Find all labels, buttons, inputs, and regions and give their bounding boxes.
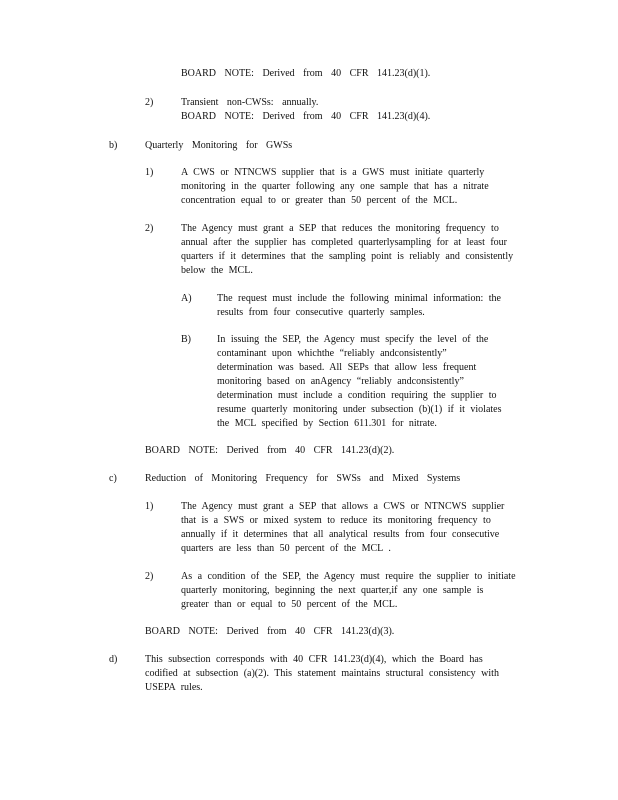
section-d-text [145, 653, 540, 695]
text-line: This subsection corresponds with 40 CFR 141.23(d)(4), which the Board has [145, 654, 483, 665]
text-line: contaminant upon whichthe “reliably andconsistently” [217, 348, 447, 359]
text-line: A CWS or NTNCWS supplier that is a GWS must initiate quarterly [181, 167, 485, 178]
item-label-b1: 1) [145, 167, 154, 178]
item-label-b2: 2) [145, 223, 154, 234]
item-a2-text: Transient non-CWSs: annually. [181, 97, 319, 108]
text-line: monitoring based on anAgency “reliably andconsistently” [217, 376, 464, 387]
text-line: The Agency must grant a SEP that allows a CWS or NTNCWS supplier [181, 501, 505, 512]
text-line: monitoring in the quarter following any one sample that has a nitrate [181, 181, 489, 192]
item-label-c1: 1) [145, 501, 154, 512]
text-line: that is a SWS or mixed system to reduce its monitoring frequency to [181, 515, 491, 526]
item-c2-text [181, 570, 536, 612]
item-label-a2: 2) [145, 97, 154, 108]
board-note-d3: BOARD NOTE: Derived from 40 CFR 141.23(d)(3). [145, 626, 395, 637]
section-label-d: d) [109, 654, 118, 665]
text-line: below the MCL. [181, 265, 253, 276]
text-line: determination must include a condition requiring the supplier to [217, 390, 497, 401]
text-line: The Agency must grant a SEP that reduces the monitoring frequency to [181, 223, 499, 234]
item-b2A-text [217, 292, 535, 320]
item-label-b2A: A) [181, 293, 192, 304]
board-note-d1: BOARD NOTE: Derived from 40 CFR 141.23(d)(1). [181, 68, 431, 79]
text-line: resume quarterly monitoring under subsection (b)(1) if it violates [217, 404, 502, 415]
text-line: quarters if it determines that the sampling point is reliably and consistently [181, 251, 514, 262]
item-b2-text [181, 222, 536, 278]
text-line: codified at subsection (a)(2). This statement maintains structural consistency with [145, 668, 499, 679]
section-label-c: c) [109, 473, 117, 484]
text-line: USEPA rules. [145, 682, 203, 693]
section-heading-c: Reduction of Monitoring Frequency for SWSs and Mixed Systems [145, 473, 461, 484]
text-line: annually if it determines that all analytical results from four consecutive [181, 529, 500, 540]
text-line: As a condition of the SEP, the Agency must require the supplier to initiate [181, 571, 516, 582]
item-label-c2: 2) [145, 571, 154, 582]
item-label-b2B: B) [181, 334, 191, 345]
text-line: In issuing the SEP, the Agency must specify the level of the [217, 334, 489, 345]
text-line: quarters are less than 50 percent of the MCL . [181, 543, 391, 554]
board-note-d4: BOARD NOTE: Derived from 40 CFR 141.23(d)(4). [181, 111, 431, 122]
item-b1-text [181, 166, 531, 208]
text-line: results from four consecutive quarterly samples. [217, 307, 425, 318]
section-label-b: b) [109, 140, 118, 151]
item-b2B-text [217, 333, 535, 431]
text-line: annual after the supplier has completed quarterlysampling for at least four [181, 237, 508, 248]
text-line: determination was based. All SEPs that allow less frequent [217, 362, 477, 373]
text-line: quarterly monitoring, beginning the next quarter,if any one sample is [181, 585, 484, 596]
item-c1-text [181, 500, 536, 556]
board-note-d2: BOARD NOTE: Derived from 40 CFR 141.23(d)(2). [145, 445, 395, 456]
text-line: The request must include the following minimal information: the [217, 293, 501, 304]
section-heading-b: Quarterly Monitoring for GWSs [145, 140, 293, 151]
text-line: the MCL specified by Section 611.301 for nitrate. [217, 418, 437, 429]
text-line: greater than or equal to 50 percent of the MCL. [181, 599, 398, 610]
text-line: concentration equal to or greater than 50 percent of the MCL. [181, 195, 458, 206]
